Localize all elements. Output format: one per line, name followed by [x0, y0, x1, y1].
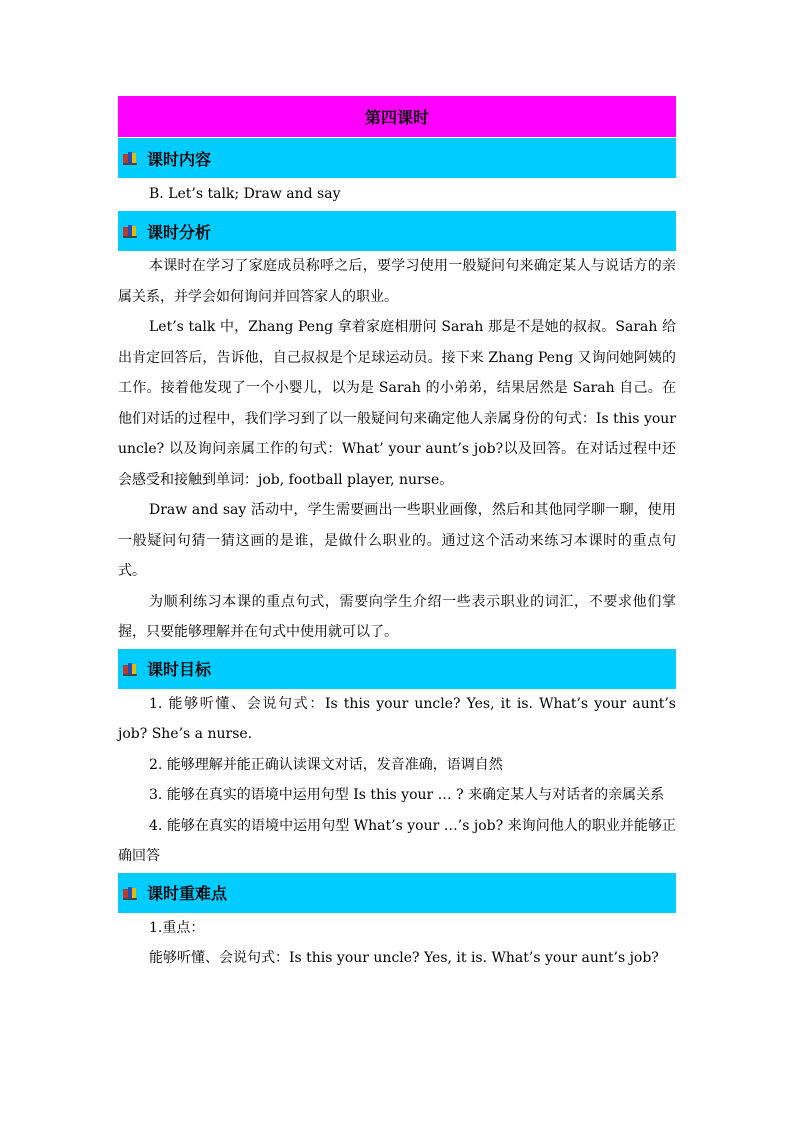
section-heading-label: 课时目标 [147, 660, 212, 679]
section-heading-content [118, 137, 676, 178]
section-heading-analysis [118, 210, 676, 251]
goal-item: 1. 能够听懂、会说句式：Is this your uncle? Yes, it is. What’s your aunt’s job? She’s a nurse. [118, 695, 676, 742]
section-heading-label: 课时重难点 [147, 884, 228, 903]
books-icon [123, 151, 137, 165]
goal-item: 3. 能够在真实的语境中运用句型 Is this your … ? 来确定某人与对话者的亲属关系 [149, 787, 665, 803]
books-icon [123, 662, 137, 676]
books-icon [123, 224, 137, 238]
section-heading-label: 课时内容 [147, 149, 212, 169]
analysis-text [118, 251, 676, 648]
lesson-plan [118, 96, 676, 974]
analysis-paragraph: Let’s talk 中，Zhang Peng 拿着家庭相册问 Sarah 那是不是她的叔叔。Sarah 给出肯定回答后，告诉他，自己叔叔是个足球运动员。接下来 Zhang Peng 又询问她阿姨的工作。接着他发现了一个小婴儿，以为是 Sarah 的小弟弟，结果居然是 Sarah 自己。在他们对话的过程中，我们学习到了以一般疑问句来确定他人亲属身份的句式：Is this your uncle? 以及询问亲属工作的句式：What’ your aunt’s job?以及回答。在对话过程中还会感受和接触到单词：job, football player, nurse。 [118, 319, 676, 488]
analysis-paragraph: Draw and say 活动中，学生需要画出一些职业画像，然后和其他同学聊一聊，使用一般疑问句猜一猜这画的是谁，是做什么职业的。通过这个活动来练习本课时的重点句式。 [118, 502, 676, 579]
section-heading-key-points [118, 872, 676, 913]
goal-item: 2. 能够理解并能正确认读课文对话，发音准确，语调自然 [149, 756, 503, 773]
section-heading-label: 课时分析 [147, 222, 212, 242]
content-line: B. Let’s talk; Draw and say [149, 186, 341, 202]
books-icon [123, 886, 137, 900]
key-point-line: 能够听懂、会说句式：Is this your uncle? Yes, it is. What’s your aunt’s job? [149, 950, 659, 966]
key-point-label: 1.重点： [149, 919, 205, 936]
goals-list [118, 689, 676, 872]
lesson-title: 第四课时 [118, 96, 676, 137]
key-points-text [118, 913, 676, 974]
goal-item: 4. 能够在真实的语境中运用句型 What’s your …’s job? 来询问他人的职业并能够正确回答 [118, 817, 676, 864]
analysis-paragraph: 本课时在学习了家庭成员称呼之后，要学习使用一般疑问句来确定某人与说话方的亲属关系，并学会如何询问并回答家人的职业。 [118, 258, 676, 305]
section-heading-goals [118, 648, 676, 689]
analysis-paragraph: 为顺利练习本课的重点句式，需要向学生介绍一些表示职业的词汇，不要求他们掌握，只要能够理解并在句式中使用就可以了。 [118, 593, 676, 640]
